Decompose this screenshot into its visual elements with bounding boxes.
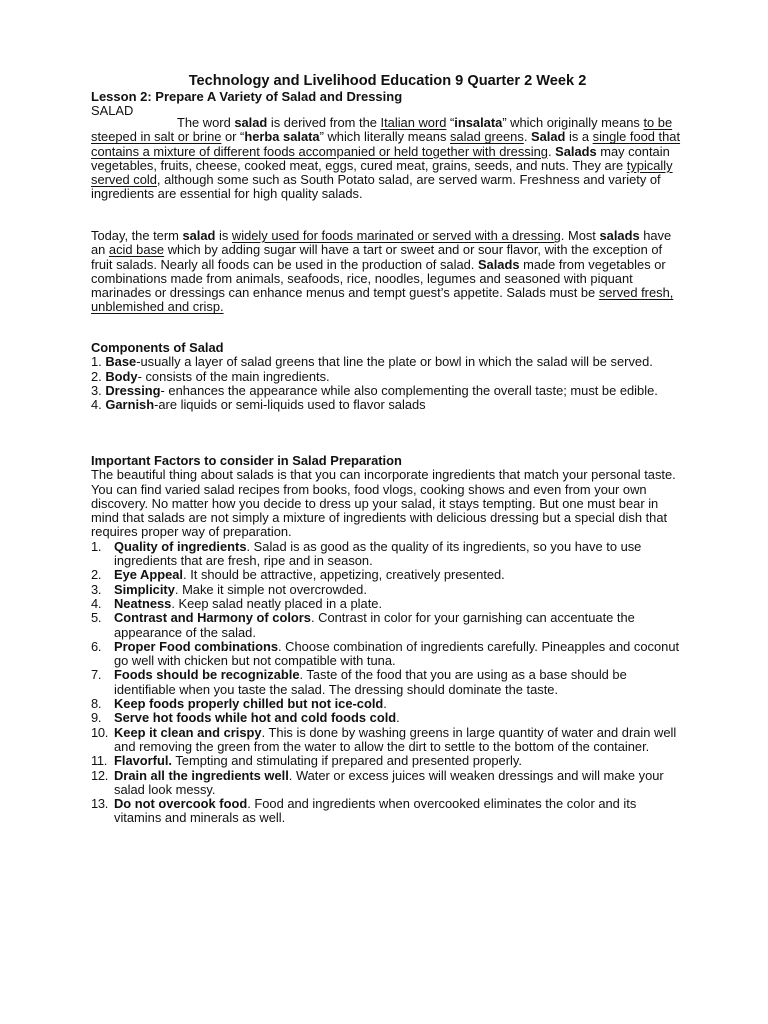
document-title: Technology and Livelihood Education 9 Quarter 2 Week 2 [188, 73, 587, 89]
list-item [91, 711, 684, 725]
list-item [91, 540, 684, 569]
list-item [91, 797, 684, 826]
list-item [91, 398, 684, 412]
components-heading: Components of Salad [91, 340, 224, 355]
item-term: Dressing [105, 382, 161, 398]
item-term: Do not overcook food [114, 796, 248, 812]
item-number: 1. [91, 354, 102, 370]
text-run: is a [565, 129, 593, 145]
bold-term: salad [234, 115, 268, 130]
item-number: 2. [91, 368, 102, 384]
item-text: - consists of the main ingredients. [137, 368, 330, 384]
text-run: is [215, 228, 232, 243]
item-number: 7. [91, 667, 102, 683]
bold-term: Salads [477, 256, 520, 272]
underlined-phrase: single food that contains a mixture of different foods accompanied or held together with dressing [91, 129, 681, 159]
item-text: . Keep salad neatly placed in a plate. [171, 595, 383, 611]
list-item [91, 384, 684, 398]
salad-definition-paragraph [91, 116, 684, 202]
lesson-heading: Lesson 2: Prepare A Variety of Salad and Dressing [91, 89, 403, 104]
salad-usage-paragraph [91, 229, 684, 315]
item-number: 1. [91, 538, 102, 554]
item-number: 2. [91, 567, 102, 583]
item-text: -are liquids or semi-liquids used to flavor salads [154, 397, 426, 413]
list-item [91, 726, 684, 755]
factors-heading: Important Factors to consider in Salad Preparation [91, 453, 402, 468]
item-text: . Contrast in color for your garnishing can accentuate the appearance of the salad. [114, 610, 635, 640]
item-text: -usually a layer of salad greens that line the plate or bowl in which the salad will be served. [136, 354, 653, 370]
components-list [91, 355, 684, 412]
text-run: made from vegetables or combinations made from animals, seafoods, rice, noodles, legumes and seasoned with piquant marinades or dressings can enhance menus and tempt guest’s appetite. Salads must be [91, 256, 666, 301]
underlined-phrase: salad greens [449, 129, 524, 145]
text-run: The word [177, 115, 235, 130]
item-text: . Food and ingredients when overcooked eliminates the color and its vitamins and minerals as well. [114, 796, 637, 826]
list-item [91, 769, 684, 798]
topic-heading: SALAD [91, 103, 134, 118]
item-term: Contrast and Harmony of colors [114, 610, 311, 626]
text-run: or “ [221, 129, 245, 145]
item-term: Foods should be recognizable [114, 667, 300, 683]
item-text: . Taste of the food that you are using as a base should be identifiable when you taste the salad. The dressing should dominate the taste. [114, 667, 627, 697]
list-item [91, 568, 684, 582]
item-number: 3. [91, 382, 102, 398]
text-run: “ [446, 115, 455, 130]
item-text: . Salad is as good as the quality of its ingredients, so you have to use ingredients that are fresh, ripe and in season. [114, 538, 642, 569]
item-term: Quality of ingredients [114, 538, 247, 554]
list-item [91, 370, 684, 384]
item-number: 5. [91, 610, 102, 626]
item-term: Simplicity [114, 581, 175, 597]
bold-term: salad [182, 228, 216, 243]
item-number: 3. [91, 581, 102, 597]
bold-term: salads [599, 228, 640, 243]
item-term: Body [105, 368, 138, 384]
item-term: Flavorful. [114, 753, 173, 769]
item-number: 8. [91, 696, 102, 712]
underlined-phrase: served fresh, unblemished and crisp. [91, 285, 674, 315]
text-run: , although some such as South Potato salad, are served warm. Freshness and variety of ingredients are essential for high quality salads. [91, 172, 661, 202]
text-run: which by adding sugar will have a tart or sweet and or sour flavor, with the exception of fruit salads. Nearly all foods can be used in the production of salad. [91, 242, 663, 272]
item-text: . Water or excess juices will weaken dressings and will make your salad look messy. [114, 767, 664, 797]
bold-term: Salad [530, 129, 566, 145]
underlined-phrase: to be steeped in salt or brine [91, 115, 673, 145]
components-section [91, 341, 684, 412]
item-text: . [396, 710, 400, 726]
text-run: Today, the term [91, 228, 183, 243]
item-text: . [383, 696, 387, 712]
item-text: - enhances the appearance while also complementing the overall taste; must be edible. [160, 382, 658, 398]
item-term: Garnish [105, 397, 155, 413]
item-number: 9. [91, 710, 102, 726]
list-item [91, 697, 684, 711]
list-item [91, 754, 684, 768]
item-term: Drain all the ingredients well [114, 767, 289, 783]
item-number: 10. [91, 724, 109, 740]
underlined-phrase: typically served cold [91, 157, 673, 188]
text-run: ” which originally means [502, 115, 644, 130]
text-run: have an [91, 228, 672, 258]
text-run: . Most [560, 228, 600, 243]
item-term: Serve hot foods while hot and cold foods cold [114, 710, 397, 726]
underlined-phrase: acid base [108, 242, 165, 258]
factors-intro: The beautiful thing about salads is that you can incorporate ingredients that match your personal taste. You can find varied salad recipes from books, food vlogs, cooking shows and even from your own discovery. No matter how you decide to dress up your salad, it stays tempting. But one must bear in mind that salads are not simply a mixture of ingredients with delicious dressing but a special dish that requires proper way of preparation. [91, 467, 676, 540]
item-number: 6. [91, 638, 102, 654]
item-term: Base [105, 354, 137, 370]
item-text: . It should be attractive, appetizing, creatively presented. [183, 567, 505, 583]
item-term: Keep foods properly chilled but not ice-cold [114, 696, 384, 712]
item-number: 13. [91, 796, 109, 812]
bold-term: insalata [454, 115, 503, 130]
list-item [91, 668, 684, 697]
item-text: . Choose combination of ingredients carefully. Pineapples and coconut go well with chicken but not compatible with tuna. [114, 638, 680, 669]
text-run: . [523, 129, 531, 145]
item-term: Eye Appeal [114, 567, 184, 583]
list-item [91, 355, 684, 369]
item-text: . Make it simple not overcrowded. [174, 581, 367, 597]
item-text: . This is done by washing greens in large quantity of water and drain well and removing the green from the water to allow the dirt to settle to the bottom of the container. [114, 724, 677, 754]
text-run: is derived from the [267, 115, 381, 130]
item-number: 4. [91, 595, 102, 611]
item-term: Neatness [114, 595, 172, 611]
item-term: Keep it clean and crispy [114, 724, 262, 740]
list-item [91, 611, 684, 640]
item-term: Proper Food combinations [114, 638, 279, 654]
underlined-phrase: widely used for foods marinated or served with a dressing [231, 228, 561, 243]
text-run: . [547, 143, 556, 159]
factors-section [91, 454, 684, 826]
bold-term: herba salata [244, 129, 320, 145]
item-number: 12. [91, 767, 109, 783]
item-text: Tempting and stimulating if prepared and presented properly. [172, 753, 522, 769]
list-item [91, 640, 684, 669]
text-run: may contain vegetables, fruits, cheese, cooked meat, eggs, cured meat, grains, seeds, and nuts. They are [91, 143, 670, 173]
bold-term: Salads [555, 143, 597, 159]
underlined-phrase: Italian word [380, 115, 447, 130]
list-item [91, 597, 684, 611]
item-number: 4. [91, 397, 102, 413]
item-number: 11. [91, 753, 108, 769]
text-run: ” which literally means [319, 129, 450, 145]
factors-list [91, 540, 684, 826]
list-item [91, 583, 684, 597]
